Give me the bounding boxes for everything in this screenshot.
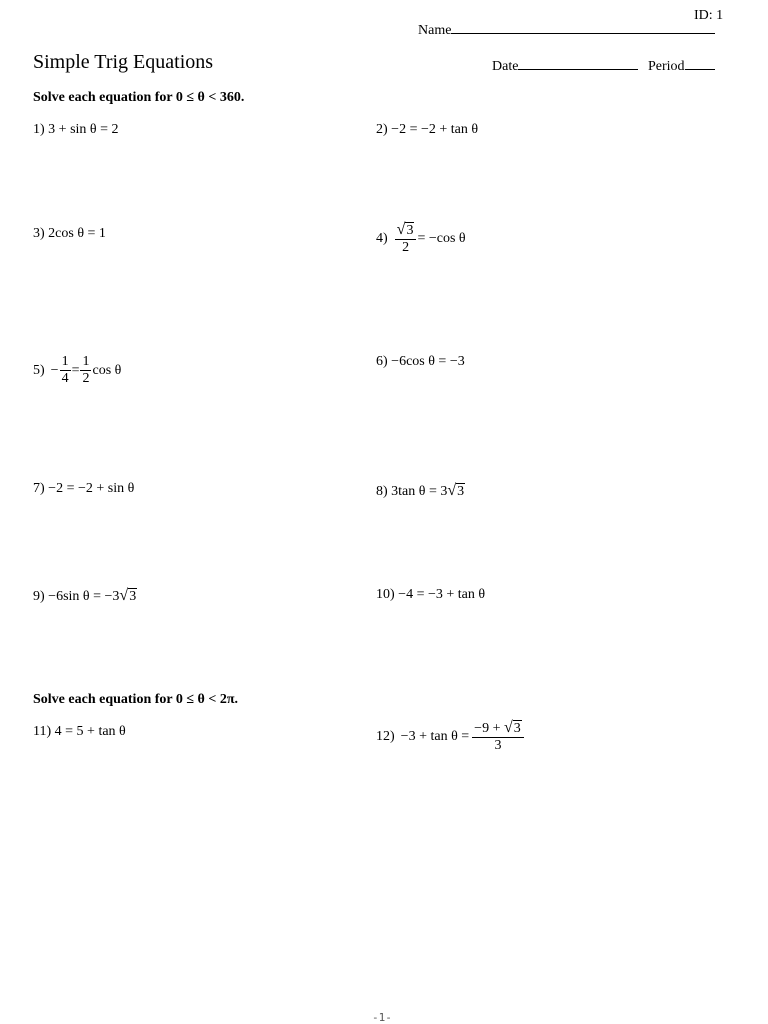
numerator: 1 bbox=[82, 354, 90, 369]
problem-expression: = −cos θ bbox=[417, 231, 466, 246]
radicand: 3 bbox=[457, 484, 465, 499]
radicand: 3 bbox=[513, 721, 521, 736]
problem-number: 8) bbox=[376, 484, 388, 499]
problem-11 bbox=[33, 724, 126, 740]
date-label: Date bbox=[492, 59, 519, 74]
problem-number: 3) bbox=[33, 226, 45, 241]
square-root: √3 bbox=[396, 221, 414, 238]
fraction bbox=[60, 354, 71, 387]
page-number: -1- bbox=[372, 1011, 392, 1024]
section-instruction: Solve each equation for 0 ≤ θ < 2π. bbox=[33, 692, 238, 707]
page-title: Simple Trig Equations bbox=[33, 51, 214, 73]
name-blank-line bbox=[451, 21, 715, 34]
problem-expression: −3 + tan θ = bbox=[400, 729, 470, 744]
radicand: 3 bbox=[406, 223, 414, 238]
problem-expression: 4 = 5 + tan θ bbox=[54, 724, 126, 739]
name-label: Name bbox=[418, 23, 452, 38]
date-field[interactable] bbox=[492, 57, 638, 75]
fraction bbox=[395, 222, 417, 256]
problem-10 bbox=[376, 587, 485, 603]
problem-7 bbox=[33, 481, 134, 497]
problem-3 bbox=[33, 226, 106, 242]
numerator: −9 + bbox=[474, 721, 504, 736]
problem-expression: 3 + sin θ = 2 bbox=[48, 122, 119, 137]
problem-expression: 2cos θ = 1 bbox=[48, 226, 106, 241]
fraction bbox=[472, 720, 524, 754]
problem-8 bbox=[376, 482, 465, 500]
worksheet-id: ID: 1 bbox=[694, 8, 724, 23]
problem-expression: −4 = −3 + tan θ bbox=[398, 587, 486, 602]
problem-1 bbox=[33, 122, 119, 138]
problem-expression: −2 = −2 + sin θ bbox=[48, 481, 135, 496]
minus-sign: − bbox=[50, 362, 59, 378]
problem-2 bbox=[376, 122, 478, 138]
name-field[interactable] bbox=[418, 21, 715, 39]
problem-number: 9) bbox=[33, 589, 45, 604]
denominator: 2 bbox=[82, 371, 90, 386]
radicand: 3 bbox=[129, 589, 137, 604]
section-instruction: Solve each equation for 0 ≤ θ < 360. bbox=[33, 90, 245, 105]
period-field[interactable] bbox=[648, 57, 715, 75]
problem-6 bbox=[376, 354, 465, 370]
denominator: 3 bbox=[494, 738, 502, 753]
problem-expression: 3tan θ = 3 bbox=[391, 484, 448, 499]
denominator: 4 bbox=[61, 371, 69, 386]
denominator: 2 bbox=[402, 240, 410, 255]
problem-9 bbox=[33, 587, 137, 605]
square-root: √3 bbox=[119, 587, 137, 604]
numerator: 1 bbox=[61, 354, 69, 369]
problem-number: 7) bbox=[33, 481, 45, 496]
period-blank-line bbox=[685, 57, 715, 70]
square-root: √3 bbox=[447, 482, 465, 499]
problem-expression: −2 = −2 + tan θ bbox=[391, 122, 479, 137]
problem-4 bbox=[376, 222, 466, 256]
problem-number: 10) bbox=[376, 587, 395, 602]
period-label: Period bbox=[648, 59, 685, 74]
problem-number: 12) bbox=[376, 729, 395, 744]
problem-number: 5) bbox=[33, 362, 45, 378]
problem-expression: −6sin θ = −3 bbox=[48, 589, 120, 604]
problem-number: 4) bbox=[376, 231, 388, 246]
problem-number: 1) bbox=[33, 122, 45, 137]
problem-number: 6) bbox=[376, 354, 388, 369]
problem-number: 11) bbox=[33, 724, 52, 739]
problem-expression: cos θ bbox=[92, 362, 122, 378]
square-root: √3 bbox=[503, 719, 521, 736]
fraction bbox=[80, 354, 91, 387]
problem-5 bbox=[33, 354, 121, 387]
problem-number: 2) bbox=[376, 122, 388, 137]
equals-sign: = bbox=[71, 362, 80, 378]
problem-12 bbox=[376, 720, 525, 754]
date-blank-line bbox=[518, 57, 638, 70]
problem-expression: −6cos θ = −3 bbox=[391, 354, 465, 369]
